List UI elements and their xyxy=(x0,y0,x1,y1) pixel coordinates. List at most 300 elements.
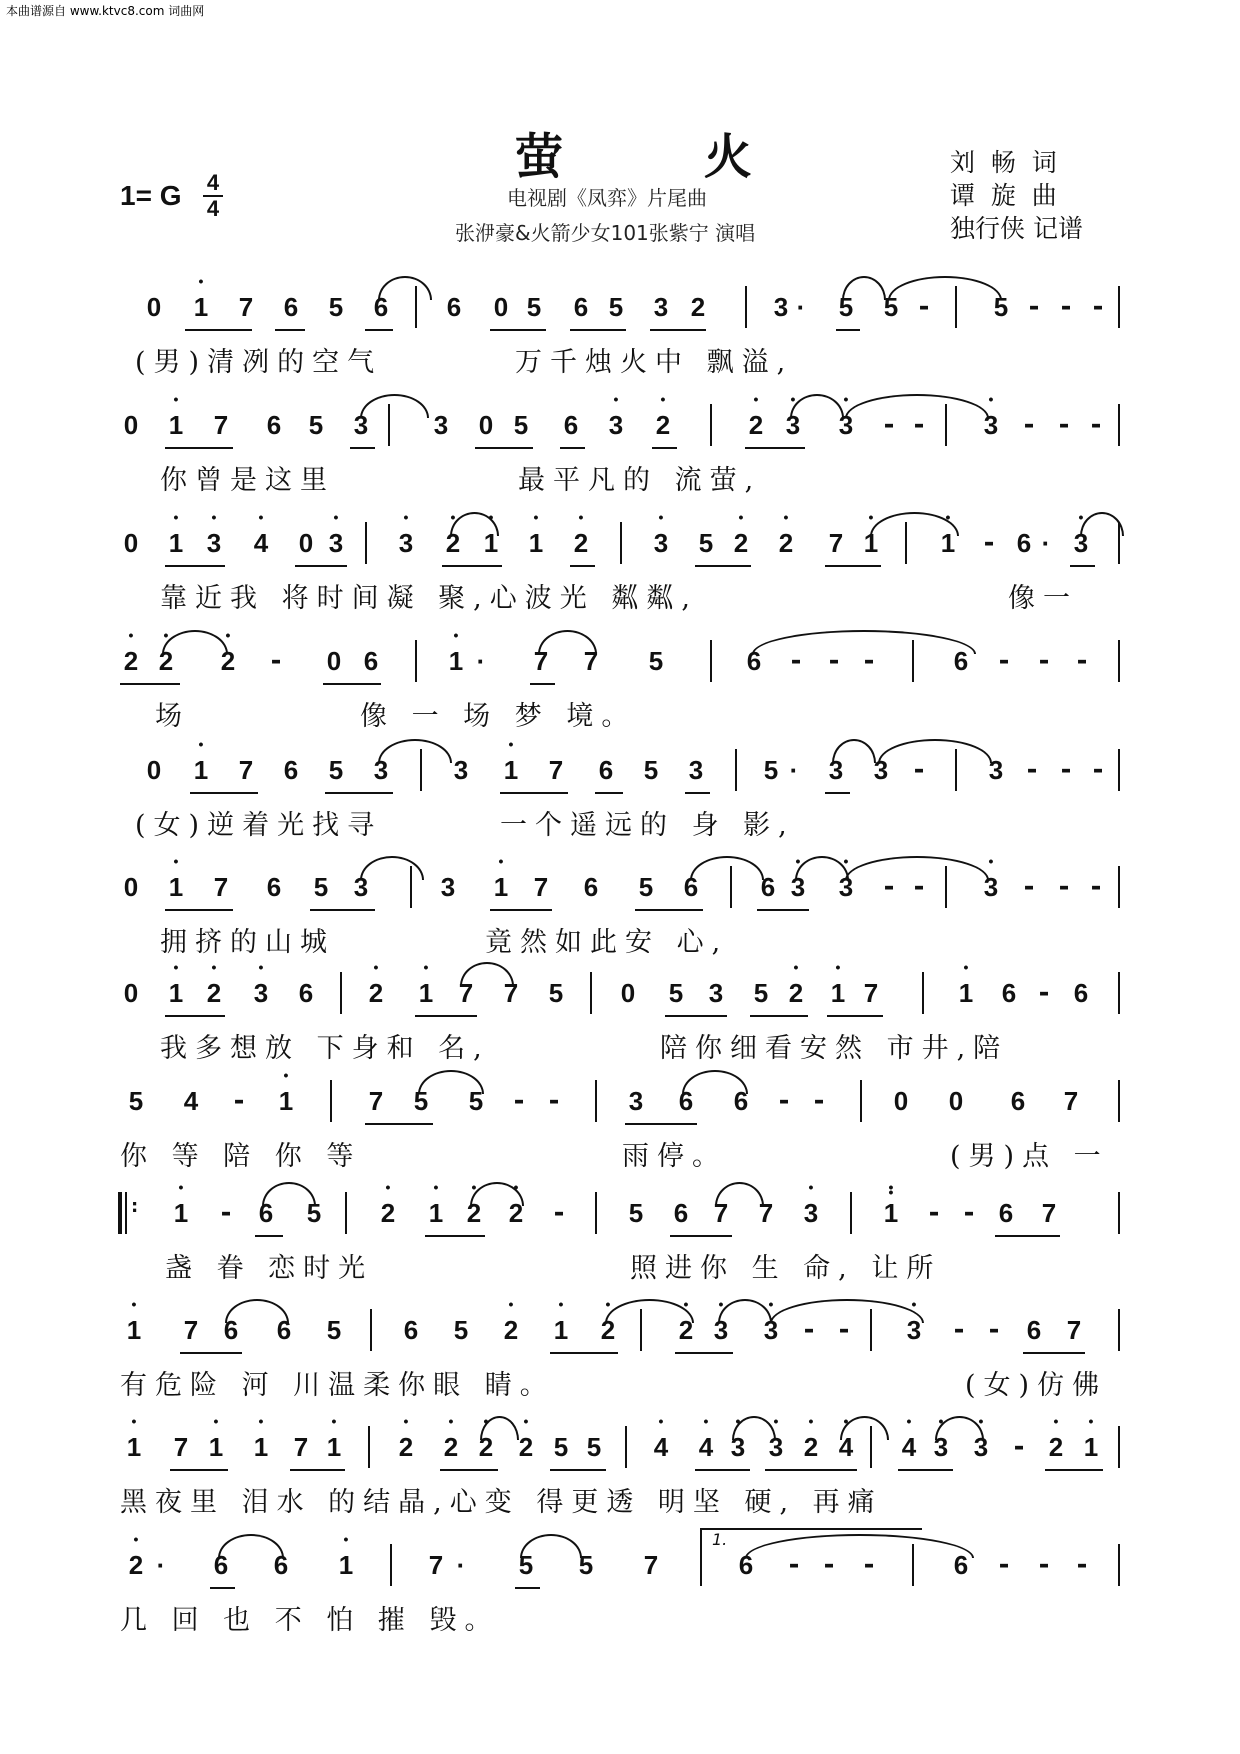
note-digit: · xyxy=(476,646,486,676)
bar-line xyxy=(1118,749,1120,791)
note-digit: 5 xyxy=(628,1198,644,1228)
note-digit: 5 xyxy=(513,410,529,440)
note-digit: 5 xyxy=(308,410,324,440)
note-digit: 5 xyxy=(313,872,329,902)
score-system-3 xyxy=(0,518,1240,628)
beam-underline xyxy=(750,1015,808,1017)
note-digit: 0 xyxy=(146,755,162,785)
beam-underline xyxy=(325,792,393,794)
sustain-dash: - xyxy=(823,1550,835,1580)
note-digit: 5 xyxy=(668,978,684,1008)
lyric-line-4b: 像 一 场 梦 境。 xyxy=(360,701,637,732)
bar-line xyxy=(590,972,592,1014)
note-digit: 5 xyxy=(883,292,899,322)
note-digit: • 1 xyxy=(485,872,517,903)
lyric-line-6a: 拥挤的山城 xyxy=(160,927,335,958)
beam-underline xyxy=(695,1469,750,1471)
bar-line xyxy=(415,286,417,328)
sustain-dash: - xyxy=(913,872,925,902)
note-digit: · xyxy=(789,755,799,785)
bar-line xyxy=(625,1426,627,1468)
note-digit: • 1 xyxy=(855,528,887,559)
bar-line xyxy=(860,1080,862,1122)
credit-composer: 谭 旋 曲 xyxy=(950,181,1057,210)
sustain-dash: - xyxy=(828,646,840,676)
note-digit: 5 xyxy=(586,1432,602,1462)
note-digit: • 2 xyxy=(458,1198,490,1229)
note-digit: • 3 xyxy=(390,528,422,559)
sustain-dash: - xyxy=(1076,1550,1088,1580)
sustain-dash: - xyxy=(988,1315,1000,1345)
beam-underline xyxy=(295,565,347,567)
sustain-dash: - xyxy=(913,410,925,440)
note-digit: • 1 xyxy=(160,528,192,559)
beam-underline xyxy=(255,1235,283,1237)
lyric-line-11: 黑夜里 泪水 的结晶,心变 得更透 明坚 硬, 再痛 xyxy=(120,1487,883,1518)
bar-line xyxy=(1118,1309,1120,1351)
sustain-dash: - xyxy=(778,1086,790,1116)
time-sig-bottom: 4 xyxy=(206,196,220,221)
note-digit: 5 xyxy=(993,292,1009,322)
note-digit: 6 xyxy=(213,1550,229,1580)
note-digit: • 1 xyxy=(822,978,854,1009)
lyric-line-5b: 一个遥远的 身 影, xyxy=(500,810,795,841)
note-digit: 6 xyxy=(583,872,599,902)
note-digit: • 1 xyxy=(475,528,507,559)
bar-line xyxy=(912,640,914,682)
note-digit: 5 xyxy=(753,978,769,1008)
note-digit: • 1 xyxy=(165,1198,197,1229)
lyric-line-5a: (女)逆着光找寻 xyxy=(135,810,383,841)
lyric-line-9b: 照进你 生 命, 让所 xyxy=(630,1253,942,1284)
note-digit: • 3 xyxy=(600,410,632,441)
beam-underline xyxy=(290,1469,345,1471)
note-digit: • 1 xyxy=(118,1315,150,1346)
sustain-dash: - xyxy=(1026,755,1038,785)
sustain-dash: - xyxy=(1028,292,1040,322)
note-digit: • 4 xyxy=(893,1432,925,1463)
note-digit: 5 xyxy=(518,1550,534,1580)
note-digit: 5 xyxy=(306,1198,322,1228)
sustain-dash: - xyxy=(913,755,925,785)
note-digit: 6 xyxy=(760,872,776,902)
bar-line xyxy=(370,1309,372,1351)
note-digit: 7 xyxy=(293,1432,309,1462)
performers: 张洢豪&火箭少女101张紫宁 演唱 xyxy=(455,221,756,245)
note-digit: 7 xyxy=(1041,1198,1057,1228)
time-signature xyxy=(203,172,223,220)
note-digit: 6 xyxy=(276,1315,292,1345)
bar-line xyxy=(595,1080,597,1122)
note-digit: • 1 xyxy=(185,292,217,323)
sustain-dash: - xyxy=(1060,292,1072,322)
note-digit: • 3 xyxy=(777,410,809,441)
bar-line xyxy=(1118,1544,1120,1586)
bar-line xyxy=(420,749,422,791)
note-digit: 7 xyxy=(758,1198,774,1228)
bar-line xyxy=(1118,640,1120,682)
note-digit: • 3 xyxy=(830,872,862,903)
beam-underline xyxy=(665,1015,727,1017)
beam-underline xyxy=(165,1015,225,1017)
note-digit: 5 xyxy=(328,755,344,785)
lyric-line-7b: 陪你细看安然 市井,陪 xyxy=(660,1033,1009,1064)
note-digit: • 2 xyxy=(212,646,244,677)
note-digit: • 1 xyxy=(520,528,552,559)
tie-arc xyxy=(378,276,432,300)
note-digit: • 2 xyxy=(725,528,757,559)
note-digit: • 3 xyxy=(760,1432,792,1463)
note-digit: • 1 xyxy=(270,1086,302,1117)
sustain-dash: - xyxy=(863,1550,875,1580)
note-digit: 5 xyxy=(698,528,714,558)
note-digit: 7 xyxy=(1066,1315,1082,1345)
note-digit: • 3 xyxy=(722,1432,754,1463)
note-digit: 5 xyxy=(453,1315,469,1345)
sustain-dash: - xyxy=(1060,755,1072,785)
note-digit: 0 xyxy=(493,292,509,322)
score-system-1 xyxy=(0,282,1240,392)
score-system-12 xyxy=(0,1530,1240,1650)
note-digit: 6 xyxy=(998,1198,1014,1228)
bar-line xyxy=(850,1192,852,1234)
beam-underline xyxy=(757,909,809,911)
bar-line xyxy=(410,866,412,908)
note-digit: 0 xyxy=(123,528,139,558)
note-digit: • 4 xyxy=(690,1432,722,1463)
note-digit: • 2 xyxy=(592,1315,624,1346)
beam-underline xyxy=(490,909,552,911)
note-digit: • 2 xyxy=(770,528,802,559)
beam-underline xyxy=(165,909,233,911)
bar-line xyxy=(710,640,712,682)
note-digit: • 2 xyxy=(740,410,772,441)
score-system-8 xyxy=(0,1076,1240,1186)
sustain-dash: - xyxy=(983,528,995,558)
beam-underline xyxy=(695,565,751,567)
beam-underline xyxy=(190,792,258,794)
note-digit: 7 xyxy=(583,646,599,676)
beam-underline xyxy=(652,447,677,449)
bar-line xyxy=(745,286,747,328)
beam-underline xyxy=(825,792,850,794)
note-digit: • 3 xyxy=(975,872,1007,903)
bar-line xyxy=(345,1192,347,1234)
beam-underline xyxy=(490,329,546,331)
note-digit: • 2 xyxy=(500,1198,532,1229)
sustain-dash: - xyxy=(220,1198,232,1228)
note-digit: · xyxy=(156,1550,166,1580)
note-digit: 7 xyxy=(713,1198,729,1228)
sustain-dash: - xyxy=(1092,292,1104,322)
credit-transcriber: 独行侠 记谱 xyxy=(950,214,1083,243)
note-digit: 3 xyxy=(773,292,789,322)
note-digit: • 1 xyxy=(420,1198,452,1229)
beam-underline xyxy=(170,1469,228,1471)
note-digit: 0 xyxy=(298,528,314,558)
note-digit: 0 xyxy=(123,978,139,1008)
note-digit: • 2 xyxy=(437,528,469,559)
note-digit: • 4 xyxy=(830,1432,862,1463)
note-digit: 5 xyxy=(328,292,344,322)
note-digit: • 3 xyxy=(198,528,230,559)
note-digit: 6 xyxy=(298,978,314,1008)
score-system-10 xyxy=(0,1305,1240,1415)
note-digit: • 2 xyxy=(670,1315,702,1346)
score-system-11 xyxy=(0,1422,1240,1532)
note-digit: 3 xyxy=(653,292,669,322)
beam-underline xyxy=(625,1123,697,1125)
beam-underline xyxy=(275,329,305,331)
bar-line xyxy=(118,1192,122,1234)
sustain-dash: - xyxy=(813,1086,825,1116)
note-digit: • 1 xyxy=(950,978,982,1009)
note-digit: 7 xyxy=(1063,1086,1079,1116)
time-sig-top: 4 xyxy=(206,170,220,195)
sustain-dash: - xyxy=(928,1198,940,1228)
note-digit: • 1 xyxy=(245,1432,277,1463)
bar-line xyxy=(1118,866,1120,908)
note-digit: 5 xyxy=(413,1086,429,1116)
note-digit: 6 xyxy=(573,292,589,322)
tie-arc xyxy=(360,394,429,418)
note-digit: 5 xyxy=(638,872,654,902)
note-digit: • 3 xyxy=(645,528,677,559)
sustain-dash: - xyxy=(963,1198,975,1228)
lyric-line-9a: 盏 眷 恋时光 xyxy=(165,1253,374,1284)
note-digit: 6 xyxy=(953,646,969,676)
note-digit: 0 xyxy=(948,1086,964,1116)
lyric-line-8c: (男)点 一 xyxy=(950,1141,1109,1172)
sustain-dash: - xyxy=(548,1086,560,1116)
beam-underline xyxy=(836,329,860,331)
beam-underline xyxy=(825,565,881,567)
bar-line xyxy=(700,1544,702,1586)
beam-underline xyxy=(440,1469,498,1471)
note-digit: 6 xyxy=(446,292,462,322)
beam-underline xyxy=(323,683,381,685)
note-digit: 3 xyxy=(688,755,704,785)
sustain-dash: - xyxy=(918,292,930,322)
beam-underline xyxy=(210,1587,235,1589)
note-digit: 6 xyxy=(738,1550,754,1580)
note-digit: 5 xyxy=(526,292,542,322)
score-system-9 xyxy=(0,1184,1240,1298)
bar-line xyxy=(945,866,947,908)
bar-line xyxy=(340,972,342,1014)
note-digit: 7 xyxy=(828,528,844,558)
note-digit: • 3 xyxy=(975,410,1007,441)
note-digit: 6 xyxy=(258,1198,274,1228)
lyric-line-10a: 有危险 河 川温柔你眼 睛。 xyxy=(120,1370,555,1401)
note-digit: • 3 xyxy=(755,1315,787,1346)
note-digit: • 1 xyxy=(200,1432,232,1463)
note-digit: 7 xyxy=(533,872,549,902)
note-digit: • 3 xyxy=(782,872,814,903)
note-digit: 2 xyxy=(690,292,706,322)
note-digit: 7 xyxy=(428,1550,444,1580)
bar-line xyxy=(735,749,737,791)
note-digit: • 3 xyxy=(965,1432,997,1463)
beam-underline xyxy=(560,447,585,449)
volta-label: 1. xyxy=(712,1530,728,1549)
credit-lyricist: 刘 畅 词 xyxy=(950,148,1057,177)
sustain-dash: - xyxy=(998,1550,1010,1580)
note-digit: 0 xyxy=(146,292,162,322)
note-digit: 3 xyxy=(373,755,389,785)
bar-line xyxy=(368,1426,370,1468)
beam-underline xyxy=(1070,565,1095,567)
beam-underline xyxy=(165,565,225,567)
note-digit: 5 xyxy=(648,646,664,676)
beam-underline xyxy=(365,329,393,331)
beam-underline xyxy=(570,329,626,331)
beam-underline xyxy=(898,1469,953,1471)
sustain-dash: - xyxy=(803,1315,815,1345)
note-digit: 7 xyxy=(548,755,564,785)
note-digit: 3 xyxy=(433,410,449,440)
beam-underline xyxy=(120,683,180,685)
note-digit: 5 xyxy=(326,1315,342,1345)
bar-line xyxy=(365,522,367,564)
note-digit: 6 xyxy=(733,1086,749,1116)
sustain-dash: - xyxy=(863,646,875,676)
note-digit: • 2 xyxy=(115,646,147,677)
note-digit: 6 xyxy=(678,1086,694,1116)
beam-underline xyxy=(675,1352,733,1354)
sustain-dash: - xyxy=(788,1550,800,1580)
note-digit: 6 xyxy=(1016,528,1032,558)
bar-line xyxy=(1118,1192,1120,1234)
note-digit: • 2 xyxy=(510,1432,542,1463)
sustain-dash: - xyxy=(1038,646,1050,676)
note-digit: • 3 xyxy=(925,1432,957,1463)
note-digit: • 1 xyxy=(185,755,217,786)
bar-line xyxy=(1118,404,1120,446)
bar-line xyxy=(640,1309,642,1351)
note-digit: 7 xyxy=(213,410,229,440)
note-digit: 3 xyxy=(353,872,369,902)
score-system-7 xyxy=(0,968,1240,1078)
sustain-dash: - xyxy=(790,646,802,676)
bar-line xyxy=(1118,1080,1120,1122)
sustain-dash: - xyxy=(883,410,895,440)
sustain-dash: - xyxy=(1090,872,1102,902)
note-digit: 5 xyxy=(578,1550,594,1580)
note-digit: 7 xyxy=(643,1550,659,1580)
key-signature: 1= G xyxy=(120,180,182,211)
note-digit: 6 xyxy=(273,1550,289,1580)
note-digit: • 3 xyxy=(830,410,862,441)
bar-line xyxy=(125,1192,127,1234)
note-digit: 7 xyxy=(503,978,519,1008)
note-digit: 0 xyxy=(123,872,139,902)
sustain-dash: - xyxy=(1038,978,1050,1008)
note-digit: • 1 xyxy=(410,978,442,1009)
note-digit: 6 xyxy=(403,1315,419,1345)
sustain-dash: - xyxy=(1038,1550,1050,1580)
note-digit: 6 xyxy=(683,872,699,902)
bar-line xyxy=(330,1080,332,1122)
note-digit: 3 xyxy=(628,1086,644,1116)
note-digit: • 3 xyxy=(898,1315,930,1346)
lyric-line-2b: 最平凡的 流萤, xyxy=(518,465,762,496)
beam-underline xyxy=(530,683,555,685)
sustain-dash: - xyxy=(883,872,895,902)
lyric-line-12: 几 回 也 不 怕 摧 毁。 xyxy=(120,1605,500,1636)
beam-underline xyxy=(670,1235,732,1237)
note-digit: • 1 xyxy=(440,646,472,677)
bar-line xyxy=(945,404,947,446)
note-digit: 6 xyxy=(1073,978,1089,1008)
note-digit: • 2 xyxy=(120,1550,152,1581)
note-digit: 7 xyxy=(238,755,254,785)
beam-underline xyxy=(415,1015,477,1017)
note-digit: 6 xyxy=(266,872,282,902)
beam-underline xyxy=(745,447,805,449)
note-digit: 5 xyxy=(548,978,564,1008)
beam-underline xyxy=(765,1469,857,1471)
note-digit: 6 xyxy=(1010,1086,1026,1116)
note-digit: · xyxy=(456,1550,466,1580)
note-digit: 6 xyxy=(266,410,282,440)
note-digit: • 1 xyxy=(118,1432,150,1463)
note-digit: • 1 xyxy=(932,528,964,559)
note-digit: 5 xyxy=(608,292,624,322)
note-digit: 6 xyxy=(598,755,614,785)
site-header: 本曲谱源自 www.ktvc8.com 词曲网 xyxy=(6,4,205,18)
sustain-dash: - xyxy=(1076,646,1088,676)
bar-line xyxy=(1118,522,1120,564)
note-digit: • 1 xyxy=(1075,1432,1107,1463)
beam-underline xyxy=(442,565,502,567)
lyric-line-2a: 你曾是这里 xyxy=(160,465,335,496)
note-digit: • 3 xyxy=(1065,528,1097,559)
note-digit: • 1 xyxy=(875,1198,907,1229)
bar-line xyxy=(390,1544,392,1586)
note-digit: 3 xyxy=(708,978,724,1008)
bar-line xyxy=(955,286,957,328)
beam-underline xyxy=(180,1352,242,1354)
bar-line xyxy=(620,522,622,564)
beam-underline xyxy=(165,447,233,449)
note-digit: • 2 xyxy=(1040,1432,1072,1463)
bar-line xyxy=(922,972,924,1014)
note-digit: 6 xyxy=(953,1550,969,1580)
bar-line xyxy=(912,1544,914,1586)
note-digit: • 2 xyxy=(495,1315,527,1346)
note-digit: • 2 xyxy=(795,1432,827,1463)
beam-underline xyxy=(500,792,568,794)
note-digit: • 2 xyxy=(435,1432,467,1463)
repeat-dots: : xyxy=(131,1196,139,1217)
subtitle: 电视剧《凤弈》片尾曲 xyxy=(507,186,707,210)
bar-line xyxy=(415,640,417,682)
lyric-line-7a: 我多想放 下身和 名, xyxy=(160,1033,490,1064)
sustain-dash: - xyxy=(1023,410,1035,440)
lyric-line-1b: 万千烛火中 飘溢, xyxy=(515,347,794,378)
sustain-dash: - xyxy=(1092,755,1104,785)
note-digit: • 1 xyxy=(495,755,527,786)
beam-underline xyxy=(310,909,375,911)
note-digit: 6 xyxy=(563,410,579,440)
note-digit: 5 xyxy=(553,1432,569,1462)
note-digit: • 2 xyxy=(780,978,812,1009)
beam-underline xyxy=(995,1235,1060,1237)
beam-underline xyxy=(650,329,706,331)
sustain-dash: - xyxy=(513,1086,525,1116)
score-system-6 xyxy=(0,862,1240,972)
